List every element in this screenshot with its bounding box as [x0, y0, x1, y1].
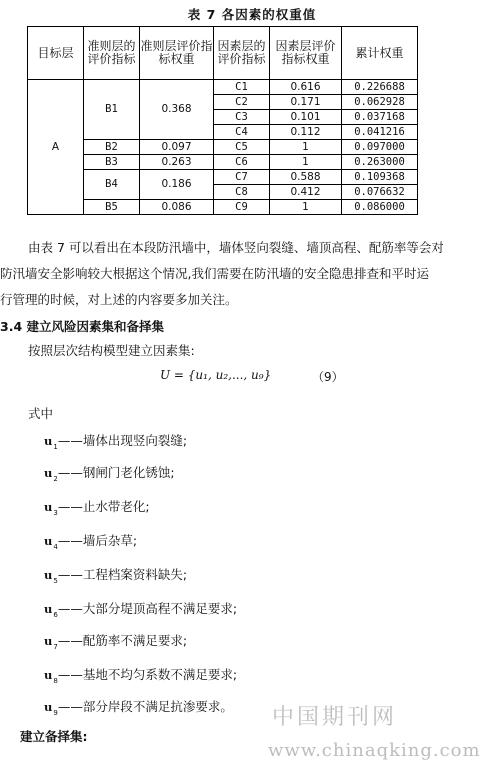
factor-cell: C3: [214, 110, 270, 125]
section-heading: [0, 317, 164, 335]
table-row: [28, 155, 418, 170]
table-row: [28, 170, 418, 185]
term-subscript: 3: [53, 508, 58, 517]
criterion-weight-cell: 0.097: [140, 140, 214, 155]
term-symbol: u: [44, 534, 53, 548]
term-symbol: u: [44, 568, 53, 582]
watermark-cn: 中国期刊网: [272, 705, 398, 730]
header-factor-weight: 因素层评价指标权重: [270, 27, 342, 80]
paragraph-line-3: 行管理的时候，对上述的内容要多加关注。: [0, 292, 238, 307]
criterion-cell: B5: [84, 200, 140, 215]
factor-weight-cell: 0.588: [270, 170, 342, 185]
term-symbol: u: [44, 700, 53, 714]
table-header-row: [28, 27, 418, 80]
term-text: ——墙后杂草;: [57, 533, 138, 548]
factor-cell: C5: [214, 140, 270, 155]
list-item: [44, 599, 237, 619]
cumulative-cell: 0.097000: [342, 140, 418, 155]
weights-table: [27, 26, 418, 215]
factor-weight-cell: 1: [270, 140, 342, 155]
criterion-cell: B1: [84, 80, 140, 140]
watermark-url: www.chinaqking.com: [268, 740, 481, 761]
section-title: 建立风险因素集和备择集: [26, 319, 165, 334]
factor-weight-cell: 0.101: [270, 110, 342, 125]
header-factor-index: 因素层的评价指标: [214, 27, 270, 80]
term-symbol: u: [44, 634, 53, 648]
factor-cell: C8: [214, 185, 270, 200]
table-row: [28, 140, 418, 155]
criterion-cell: B2: [84, 140, 140, 155]
criterion-weight-cell: 0.368: [140, 80, 214, 140]
list-item: [44, 531, 137, 551]
list-item: [44, 631, 187, 651]
factor-cell: C7: [214, 170, 270, 185]
term-text: ——钢闸门老化锈蚀;: [57, 465, 175, 480]
term-text: ——工程档案资料缺失;: [57, 567, 188, 582]
paragraph-line-2: 防汛墙安全影响较大根据这个情况,我们需要在防汛墙的安全隐患排查和平时运: [0, 266, 429, 281]
list-item: [44, 431, 187, 451]
criterion-cell: B4: [84, 170, 140, 200]
header-criterion-index: 准则层的评价指标: [84, 27, 140, 80]
header-cumulative-weight: 累计权重: [342, 27, 418, 80]
paragraph-line-1: 由表 7 可以看出在本段防汛墙中，墙体竖向裂缝、墙顶高程、配筋率等会对: [28, 240, 444, 255]
factor-weight-cell: 0.171: [270, 95, 342, 110]
factor-cell: C4: [214, 125, 270, 140]
term-subscript: 2: [53, 474, 58, 483]
criterion-weight-cell: 0.186: [140, 170, 214, 200]
cumulative-cell: 0.086000: [342, 200, 418, 215]
cumulative-cell: 0.037168: [342, 110, 418, 125]
factor-cell: C9: [214, 200, 270, 215]
criterion-weight-cell: 0.086: [140, 200, 214, 215]
term-symbol: u: [44, 668, 53, 682]
factor-weight-cell: 0.412: [270, 185, 342, 200]
equation-number: （9）: [312, 370, 344, 384]
term-symbol: u: [44, 602, 53, 616]
term-subscript: 7: [53, 642, 58, 651]
cumulative-cell: 0.062928: [342, 95, 418, 110]
term-subscript: 4: [53, 542, 58, 551]
list-item: [44, 463, 175, 483]
list-item: [44, 665, 237, 685]
term-text: ——大部分堤顶高程不满足要求;: [57, 601, 238, 616]
factor-cell: C1: [214, 80, 270, 95]
criterion-weight-cell: 0.263: [140, 155, 214, 170]
term-text: ——配筋率不满足要求;: [57, 633, 188, 648]
criterion-cell: B3: [84, 155, 140, 170]
list-item: [44, 497, 150, 517]
term-subscript: 6: [53, 610, 58, 619]
factor-cell: C2: [214, 95, 270, 110]
header-target-layer: 目标层: [28, 27, 84, 80]
table-row: [28, 80, 418, 95]
table-caption: 表 7 各因素的权重值: [187, 7, 317, 22]
cumulative-cell: 0.226688: [342, 80, 418, 95]
header-criterion-weight: 准则层评价指标权重: [140, 27, 214, 80]
table-row: [28, 200, 418, 215]
cumulative-cell: 0.076632: [342, 185, 418, 200]
cumulative-cell: 0.041216: [342, 125, 418, 140]
term-text: ——部分岸段不满足抗渗要求。: [57, 699, 233, 714]
term-symbol: u: [44, 434, 53, 448]
term-text: ——止水带老化;: [57, 499, 150, 514]
term-text: ——基地不均匀系数不满足要求;: [57, 667, 238, 682]
factor-weight-cell: 0.112: [270, 125, 342, 140]
factor-weight-cell: 1: [270, 155, 342, 170]
target-cell: A: [28, 80, 84, 215]
term-subscript: 5: [53, 576, 58, 585]
term-subscript: 9: [53, 708, 58, 717]
where-label: 式中: [28, 406, 54, 421]
cumulative-cell: 0.109368: [342, 170, 418, 185]
term-subscript: 1: [53, 442, 58, 451]
term-symbol: u: [44, 500, 53, 514]
factor-weight-cell: 1: [270, 200, 342, 215]
list-item: [44, 565, 187, 585]
formula: U = {u₁, u₂,..., u₉}: [160, 368, 272, 382]
cumulative-cell: 0.263000: [342, 155, 418, 170]
closing-text: 建立备择集:: [20, 729, 88, 744]
intro-text: 按照层次结构模型建立因素集:: [28, 343, 195, 358]
factor-cell: C6: [214, 155, 270, 170]
term-subscript: 8: [53, 676, 58, 685]
factor-weight-cell: 0.616: [270, 80, 342, 95]
term-text: ——墙体出现竖向裂缝;: [57, 433, 188, 448]
term-symbol: u: [44, 466, 53, 480]
section-number: 3.4: [0, 319, 23, 334]
list-item: [44, 697, 233, 717]
